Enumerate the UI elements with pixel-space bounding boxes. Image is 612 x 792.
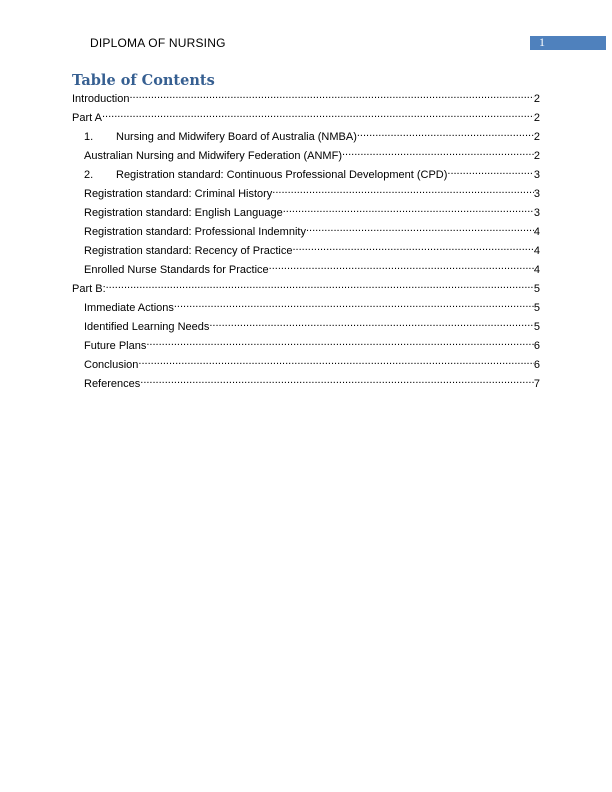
toc-entry-criminal-history[interactable] [72,185,540,204]
toc-entry-recency-of-practice[interactable] [72,242,540,261]
toc-entry-page: 7 [533,378,540,390]
toc-entry-future-plans[interactable] [72,337,540,356]
toc-entry-en-standards[interactable] [72,261,540,280]
toc-entry-page: 2 [533,93,540,105]
toc-entry-immediate-actions[interactable] [72,299,540,318]
toc-dot-leader [269,261,534,273]
toc-entry-label: Part B: [72,283,106,295]
toc-entry-label: Australian Nursing and Midwifery Federation (ANMF) [84,150,342,162]
toc-entry-english-language[interactable] [72,204,540,223]
toc-entry-label: Enrolled Nurse Standards for Practice [84,264,269,276]
toc-entry-cpd[interactable] [72,166,540,185]
toc-entry-page: 4 [533,264,540,276]
toc-dot-leader [272,185,534,197]
toc-heading: Table of Contents [72,72,215,89]
toc-entry-page: 5 [533,283,540,295]
toc-entry-label: Conclusion [84,359,139,371]
toc-entry-label: Introduction [72,93,130,105]
toc-entry-label: Future Plans [84,340,147,352]
toc-dot-leader [293,242,534,254]
toc-entry-page: 5 [533,321,540,333]
toc-entry-label: References [84,378,141,390]
toc-entry-label: Registration standard: English Language [84,207,283,219]
toc-entry-page: 6 [533,359,540,371]
toc-entry-label: Registration standard: Continuous Professional Development (CPD) [116,169,448,181]
toc-entry-page: 2 [533,150,540,162]
toc-dot-leader [342,147,534,159]
toc-entry-page: 4 [533,226,540,238]
toc-entry-nmba[interactable] [72,128,540,147]
toc-entry-references[interactable] [72,375,540,394]
toc-dot-leader [146,337,534,349]
toc-dot-leader [447,166,533,178]
toc-dot-leader [140,375,534,387]
toc-entry-professional-indemnity[interactable] [72,223,540,242]
toc-dot-leader [306,223,534,235]
page-number-box [530,36,606,50]
toc-entry-page: 5 [533,302,540,314]
toc-dot-leader [129,90,533,102]
toc-entry-part-b[interactable] [72,280,540,299]
toc-entry-page: 2 [533,112,540,124]
table-of-contents [72,90,540,394]
toc-entry-page: 3 [533,207,540,219]
toc-dot-leader [138,356,533,368]
page-number: 1 [539,35,545,49]
toc-dot-leader [174,299,534,311]
toc-entry-number: 1. [84,131,94,143]
toc-entry-number: 2. [84,169,94,181]
toc-entry-introduction[interactable] [72,90,540,109]
toc-dot-leader [102,109,534,121]
toc-entry-label: Identified Learning Needs [84,321,210,333]
toc-dot-leader [283,204,534,216]
toc-entry-label: Registration standard: Professional Indemnity [84,226,306,238]
toc-entry-label: Registration standard: Recency of Practice [84,245,293,257]
toc-dot-leader [357,128,534,140]
toc-entry-page: 4 [533,245,540,257]
toc-entry-page: 3 [533,188,540,200]
toc-entry-label: Nursing and Midwifery Board of Australia (NMBA) [116,131,357,143]
toc-entry-label: Registration standard: Criminal History [84,188,273,200]
toc-entry-page: 3 [533,169,540,181]
toc-entry-anmf[interactable] [72,147,540,166]
toc-dot-leader [106,280,534,292]
toc-entry-learning-needs[interactable] [72,318,540,337]
page-header [0,0,612,56]
toc-dot-leader [209,318,534,330]
toc-entry-label: Immediate Actions [84,302,174,314]
toc-entry-page: 6 [533,340,540,352]
toc-entry-label: Part A [72,112,102,124]
header-title: DIPLOMA OF NURSING [90,36,226,50]
toc-entry-conclusion[interactable] [72,356,540,375]
toc-entry-part-a[interactable] [72,109,540,128]
toc-entry-page: 2 [533,131,540,143]
